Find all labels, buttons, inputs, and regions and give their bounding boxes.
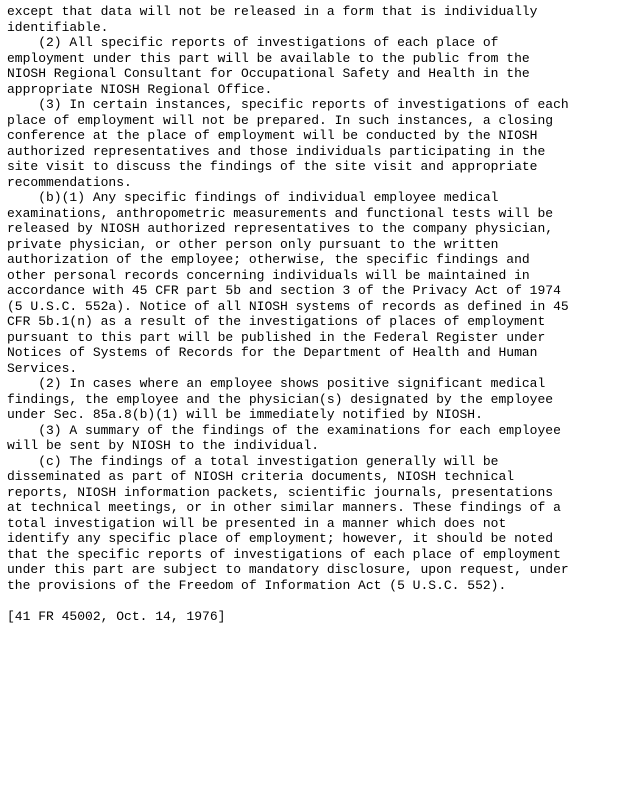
text-line: at technical meetings, or in other similar manners. These findings of a bbox=[7, 500, 561, 515]
text-line: identify any specific place of employment; however, it should be noted bbox=[7, 531, 554, 546]
text-line: Services. bbox=[7, 360, 78, 376]
text-line: disseminated as part of NIOSH criteria documents, NIOSH technical bbox=[7, 469, 515, 484]
text-line: (3) A summary of the findings of the examinations for each employee bbox=[7, 422, 561, 438]
text-line: place of employment will not be prepared. In such instances, a closing bbox=[7, 112, 554, 128]
text-line: that the specific reports of investigations of each place of employment bbox=[7, 546, 561, 562]
text-line: Notices of Systems of Records for the Department of Health and Human bbox=[7, 345, 538, 360]
text-line: under Sec. 85a.8(b)(1) will be immediately notified by NIOSH. bbox=[7, 407, 483, 422]
text-line: will be sent by NIOSH to the individual. bbox=[7, 438, 320, 453]
text-line: under this part are subject to mandatory disclosure, upon request, under bbox=[7, 562, 569, 577]
text-line: examinations, anthropometric measurements and functional tests will be bbox=[7, 205, 554, 221]
regulation-text bbox=[7, 4, 629, 593]
text-line: (c) The findings of a total investigation generally will be bbox=[7, 453, 499, 469]
text-line: the provisions of the Freedom of Information Act (5 U.S.C. 552). bbox=[7, 577, 507, 593]
text-line: authorization of the employee; otherwise, the specific findings and bbox=[7, 252, 530, 267]
text-line: findings, the employee and the physician(s) designated by the employee bbox=[7, 391, 554, 407]
text-line: recommendations. bbox=[7, 174, 132, 190]
text-line: conference at the place of employment will be conducted by the NIOSH bbox=[7, 128, 538, 143]
text-line: authorized representatives and those individuals participating in the bbox=[7, 143, 546, 159]
text-line: pursuant to this part will be published in the Federal Register under bbox=[7, 329, 546, 345]
text-line: NIOSH Regional Consultant for Occupational Safety and Health in the bbox=[7, 66, 530, 81]
citation: [41 FR 45002, Oct. 14, 1976] bbox=[7, 608, 226, 624]
text-line: accordance with 45 CFR part 5b and section 3 of the Privacy Act of 1974 bbox=[7, 283, 561, 298]
text-line: (2) In cases where an employee shows positive significant medical bbox=[7, 376, 546, 391]
text-line: (b)(1) Any specific findings of individual employee medical bbox=[7, 190, 499, 205]
text-line: CFR 5b.1(n) as a result of the investigations of places of employment bbox=[7, 314, 546, 329]
document-body bbox=[7, 4, 629, 624]
text-line: total investigation will be presented in a manner which does not bbox=[7, 515, 507, 531]
text-line: employment under this part will be available to the public from the bbox=[7, 50, 530, 66]
text-line: other personal records concerning individuals will be maintained in bbox=[7, 267, 530, 283]
spacer bbox=[7, 593, 629, 609]
text-line: (2) All specific reports of investigations of each place of bbox=[7, 35, 499, 50]
text-line: site visit to discuss the findings of the site visit and appropriate bbox=[7, 159, 538, 174]
text-line: released by NIOSH authorized representatives to the company physician, bbox=[7, 221, 554, 236]
text-line: except that data will not be released in a form that is individually bbox=[7, 4, 538, 19]
text-line: (3) In certain instances, specific reports of investigations of each bbox=[7, 97, 569, 112]
text-line: appropriate NIOSH Regional Office. bbox=[7, 81, 273, 97]
text-line: private physician, or other person only pursuant to the written bbox=[7, 236, 499, 252]
text-line: (5 U.S.C. 552a). Notice of all NIOSH systems of records as defined in 45 bbox=[7, 298, 569, 314]
text-line: identifiable. bbox=[7, 19, 109, 35]
text-line: reports, NIOSH information packets, scientific journals, presentations bbox=[7, 484, 554, 500]
